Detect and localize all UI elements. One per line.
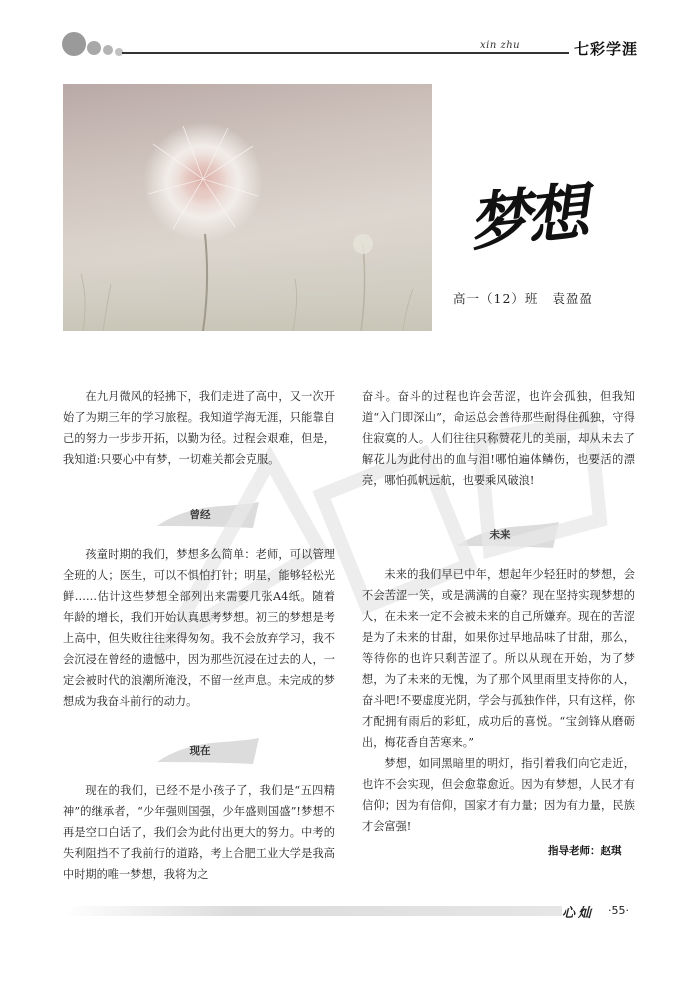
left-column-past xyxy=(63,544,335,712)
section-tag-now xyxy=(175,740,225,762)
section-tag-future xyxy=(475,524,525,546)
section-tag-past-label: 曾经 xyxy=(189,509,211,521)
author-line xyxy=(453,289,593,307)
header-dots-decoration xyxy=(62,28,132,64)
header-section-title: 七彩学涯 xyxy=(574,40,639,58)
left-column-intro xyxy=(63,386,335,470)
paragraph-past: 孩童时期的我们，梦想多么简单：老师，可以管理全班的人；医生，可以不惧怕打针；明星，能够轻松光鲜……估计这些梦想全部列出来需要几张A4纸。随着年龄的增长，我们开始认真思考梦想。初三的梦想是考上高中，但失败往往来得匆匆。我不会放弃学习，我不会沉浸在曾经的遗憾中，因为那些沉浸在过去的人，一定会被时代的浪潮所淹没，不留一丝声息。未完成的梦想成为我奋斗前行的动力。 xyxy=(63,548,335,708)
left-column-now xyxy=(63,780,335,885)
advisor-credit: 指导老师：赵琪 xyxy=(548,845,622,857)
header-pinyin: xin zhu xyxy=(480,40,521,51)
header-rule xyxy=(122,52,569,54)
paragraph-conclusion: 梦想，如同黑暗里的明灯，指引着我们向它走近，也许不会实现，但会愈靠愈近。因为有梦想，人民才有信仰；因为有信仰，国家才有力量；因为有力量，民族才会富强! xyxy=(362,757,635,833)
paragraph-intro: 在九月微风的轻拂下，我们走进了高中，又一次开始了为期三年的学习旅程。我知道学海无涯，只能靠自己的努力一步步开拓，以勤为径。过程会艰难，但是，我知道:只要心中有梦，一切难关都会克服。 xyxy=(63,390,335,466)
author-name: 袁盈盈 xyxy=(552,291,593,306)
dandelion-photo xyxy=(63,84,432,331)
section-tag-now-label: 现在 xyxy=(189,745,211,757)
section-tag-future-label: 未来 xyxy=(489,529,511,541)
paragraph-struggle: 奋斗。奋斗的过程也许会苦涩，也许会孤独，但我知道“入门即深山”，命运总会善待那些耐得住孤独，守得住寂寞的人。人们往往只称赞花儿的美丽，却从未去了解花儿为此付出的血与泪!哪怕遍体鳞伤，也要活的漂亮，哪怕孤帆远航，也要乘风破浪! xyxy=(362,390,635,487)
paragraph-now: 现在的我们，已经不是小孩子了，我们是“五四精神”的继承者，“少年强则国强，少年盛则国盛”!梦想不再是空口白话了，我们会为此付出更大的努力。中考的失利阻挡不了我前行的道路，考上合肥工业大学是我高中时期的唯一梦想，我将为之 xyxy=(63,784,335,881)
paragraph-future: 未来的我们早已中年，想起年少轻狂时的梦想，会不会苦涩一笑，或是满满的自豪？现在坚持实现梦想的人，在未来一定不会被未来的自己所嫌弃。现在的苦涩是为了未来的甘甜，如果你过早地品味了甘甜，那么，等待你的也许只剩苦涩了。所以从现在开始，为了梦想，为了未来的无愧，为了那个风里雨里支持你的人，奋斗吧!不要虚度光阴，学会与孤独作伴，只有这样，你才配拥有雨后的彩虹，成功后的喜悦。“宝剑锋从磨砺出，梅花香自苦寒来。” xyxy=(362,568,635,749)
footer-brand: 心灿 xyxy=(562,906,595,921)
right-column-continued xyxy=(362,386,635,491)
author-class: 高一（12）班 xyxy=(453,291,539,306)
right-column-future xyxy=(362,564,635,837)
section-tag-past xyxy=(175,504,225,526)
footer-bar xyxy=(62,906,562,916)
article-title: 梦想 xyxy=(465,175,589,260)
page-number: ·55· xyxy=(608,904,629,917)
